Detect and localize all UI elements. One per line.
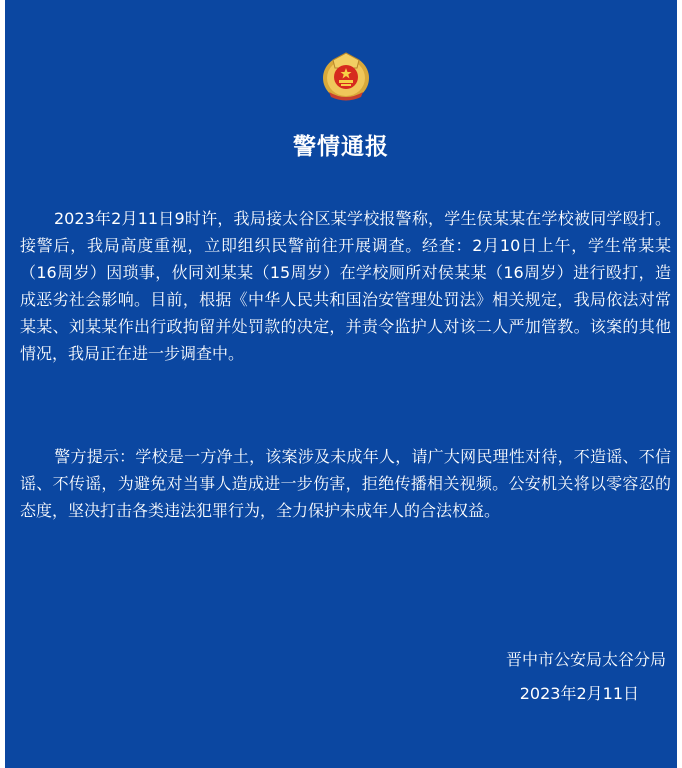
notice-title: 警情通报 [293, 134, 389, 160]
paragraph-2-text: 警方提示：学校是一方净土，该案涉及未成年人，请广大网民理性对待，不造谣、不信谣、不传谣，为避免对当事人造成进一步伤害，拒绝传播相关视频。公安机关将以零容忍的态度，坚决打击各类违法犯罪行为，全力保护未成年人的合法权益。 [20, 447, 671, 520]
notice-panel [5, 0, 677, 768]
police-emblem-icon [321, 50, 371, 102]
notice-paragraph-2 [20, 443, 671, 524]
paragraph-1-text: 2023年2月11日9时许，我局接太谷区某学校报警称，学生侯某某在学校被同学殴打。接警后，我局高度重视，立即组织民警前往开展调查。经查：2月10日上午，学生常某某（16周岁）因琐事，伙同刘某某（15周岁）在学校厕所对侯某某（16周岁）进行殴打，造成恶劣社会影响。目前，根据《中华人民共和国治安管理处罚法》相关规定，我局依法对常某某、刘某某作出行政拘留并处罚款的决定，并责令监护人对该二人严加管教。该案的其他情况，我局正在进一步调查中。 [20, 209, 671, 363]
notice-paragraph-1 [20, 205, 671, 367]
signature-date: 2023年2月11日 [519, 684, 639, 703]
signature-organization: 晋中市公安局太谷分局 [505, 650, 666, 669]
